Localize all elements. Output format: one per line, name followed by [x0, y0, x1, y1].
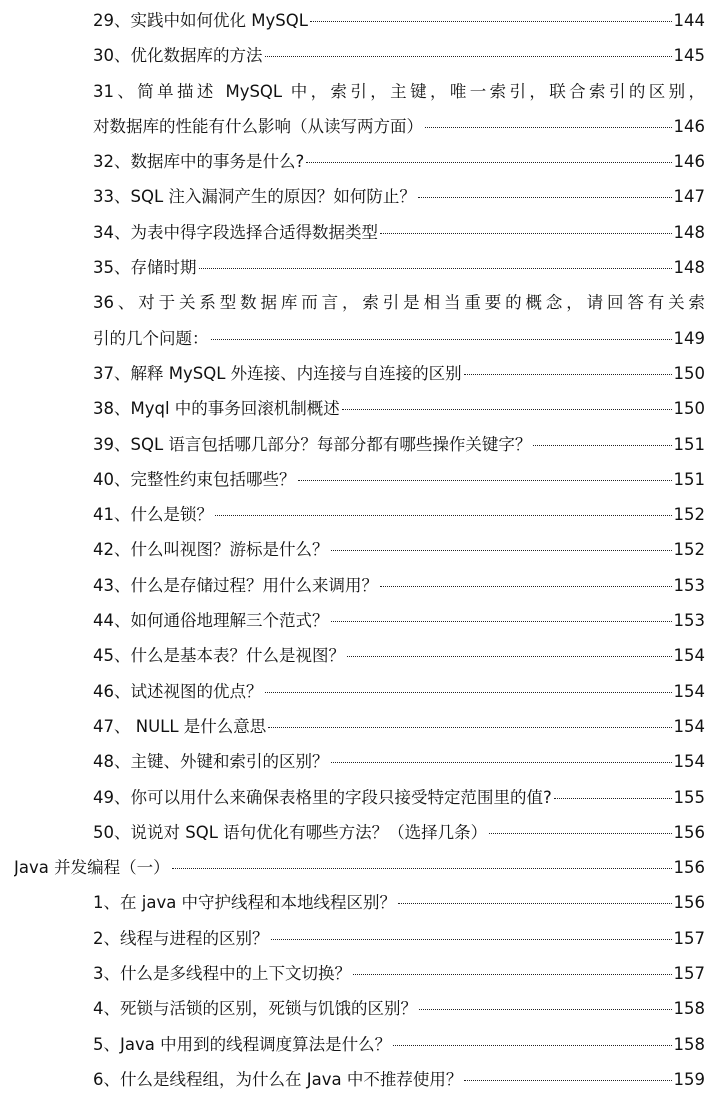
toc-page-number: 158	[673, 1034, 705, 1054]
toc-entry-title: 40、完整性约束包括哪些？	[93, 469, 296, 489]
toc-page-number: 154	[673, 752, 705, 772]
dot-leader	[418, 197, 672, 198]
toc-page-number: 156	[673, 893, 705, 913]
dot-leader	[298, 480, 672, 481]
toc-page-number: 153	[673, 575, 705, 595]
toc-page-number: 151	[673, 469, 705, 489]
toc-page-number: 157	[673, 964, 705, 984]
toc-entry-37[interactable]	[0, 356, 719, 391]
toc-page-number: 146	[673, 116, 705, 136]
toc-page-number: 149	[673, 328, 705, 348]
table-of-contents	[0, 3, 719, 1097]
toc-entry-36[interactable]	[0, 321, 719, 356]
dot-leader	[306, 162, 671, 163]
toc-section-entry-2[interactable]	[0, 921, 719, 956]
toc-entry-title: 35、存储时期	[93, 258, 197, 278]
toc-entry-31[interactable]	[0, 109, 719, 144]
toc-page-number: 145	[673, 46, 705, 66]
toc-page-number: 159	[673, 1069, 705, 1089]
toc-entry-title: 30、优化数据库的方法	[93, 46, 263, 66]
toc-entry-title: 48、主键、外键和索引的区别？	[93, 752, 329, 772]
dot-leader	[265, 692, 672, 693]
toc-entry-title: 44、如何通俗地理解三个范式？	[93, 611, 329, 631]
toc-entry-44[interactable]	[0, 603, 719, 638]
toc-page-number: 152	[673, 540, 705, 560]
toc-entry-title: 引的几个问题：	[93, 328, 209, 348]
dot-leader	[398, 903, 671, 904]
toc-page-number: 150	[673, 399, 705, 419]
toc-section-entry-5[interactable]	[0, 1027, 719, 1062]
toc-entry-title-line1: 31、简单描述 MySQL 中，索引，主键，唯一索引，联合索引的区别，	[93, 81, 705, 101]
dot-leader	[271, 939, 672, 940]
toc-page-number: 147	[673, 187, 705, 207]
toc-entry-title: 32、数据库中的事务是什么?	[93, 152, 305, 172]
toc-section-title: Java 并发编程（一）	[14, 858, 170, 878]
toc-section-entry-3[interactable]	[0, 956, 719, 991]
toc-page-number: 148	[673, 222, 705, 242]
toc-entry-36-line1[interactable]	[0, 285, 719, 320]
dot-leader	[215, 515, 672, 516]
toc-entry-title: 39、SQL 语言包括哪几部分？每部分都有哪些操作关键字？	[93, 434, 532, 454]
toc-page-number: 158	[673, 999, 705, 1019]
toc-page-number: 152	[673, 505, 705, 525]
toc-page-number: 146	[673, 152, 705, 172]
dot-leader	[211, 339, 672, 340]
dot-leader	[380, 586, 672, 587]
toc-entry-30[interactable]	[0, 38, 719, 73]
toc-entry-48[interactable]	[0, 744, 719, 779]
toc-page-number: 150	[673, 363, 705, 383]
dot-leader	[353, 974, 672, 975]
dot-leader	[268, 727, 671, 728]
toc-page-number: 144	[673, 11, 705, 30]
toc-entry-38[interactable]	[0, 391, 719, 426]
toc-section-java-concurrency[interactable]	[0, 850, 719, 885]
toc-entry-title: 6、什么是线程组，为什么在 Java 中不推荐使用？	[93, 1069, 463, 1089]
dot-leader	[331, 762, 672, 763]
dot-leader	[310, 21, 672, 22]
dot-leader	[331, 621, 672, 622]
toc-entry-41[interactable]	[0, 497, 719, 532]
toc-page-number: 154	[673, 681, 705, 701]
toc-page-number: 154	[673, 646, 705, 666]
dot-leader	[464, 374, 672, 375]
toc-entry-title: 5、Java 中用到的线程调度算法是什么？	[93, 1034, 392, 1054]
toc-entry-title: 对数据库的性能有什么影响（从读写两方面）	[93, 116, 423, 136]
toc-entry-title: 34、为表中得字段选择合适得数据类型	[93, 222, 378, 242]
toc-page-number: 156	[673, 822, 705, 842]
toc-entry-title: 45、什么是基本表？什么是视图？	[93, 646, 345, 666]
toc-entry-title: 38、Myql 中的事务回滚机制概述	[93, 399, 340, 419]
toc-entry-title: 2、线程与进程的区别？	[93, 928, 269, 948]
toc-entry-39[interactable]	[0, 427, 719, 462]
toc-page-number: 154	[673, 716, 705, 736]
toc-entry-32[interactable]	[0, 144, 719, 179]
toc-page-number: 157	[673, 928, 705, 948]
toc-page-number: 153	[673, 611, 705, 631]
toc-entry-45[interactable]	[0, 638, 719, 673]
dot-leader	[489, 833, 671, 834]
toc-entry-42[interactable]	[0, 532, 719, 567]
toc-page-number: 156	[673, 858, 705, 878]
dot-leader	[554, 798, 672, 799]
dot-leader	[419, 1009, 672, 1010]
toc-entry-title: 29、实践中如何优化 MySQL	[93, 11, 308, 30]
toc-entry-35[interactable]	[0, 250, 719, 285]
dot-leader	[342, 409, 672, 410]
toc-entry-title: 41、什么是锁？	[93, 505, 213, 525]
dot-leader	[265, 56, 672, 57]
toc-entry-40[interactable]	[0, 462, 719, 497]
toc-entry-title: 43、什么是存储过程？用什么来调用？	[93, 575, 378, 595]
toc-entry-title: 37、解释 MySQL 外连接、内连接与自连接的区别	[93, 363, 462, 383]
dot-leader	[347, 656, 672, 657]
toc-entry-title: 50、说说对 SQL 语句优化有哪些方法？（选择几条）	[93, 822, 488, 842]
dot-leader	[464, 1080, 671, 1081]
toc-page-number: 151	[673, 434, 705, 454]
dot-leader	[199, 268, 672, 269]
toc-entry-title-line1: 36、对于关系型数据库而言，索引是相当重要的概念，请回答有关索	[93, 293, 705, 313]
toc-entry-47[interactable]	[0, 709, 719, 744]
dot-leader	[380, 233, 672, 234]
dot-leader	[533, 445, 671, 446]
toc-entry-title: 3、什么是多线程中的上下文切换？	[93, 964, 351, 984]
dot-leader	[331, 550, 672, 551]
toc-page-number: 148	[673, 258, 705, 278]
toc-section-entry-6[interactable]	[0, 1062, 719, 1097]
toc-entry-29[interactable]	[0, 3, 719, 38]
toc-entry-43[interactable]	[0, 568, 719, 603]
dot-leader	[425, 127, 672, 128]
toc-entry-33[interactable]	[0, 179, 719, 214]
toc-section-entry-4[interactable]	[0, 991, 719, 1026]
toc-entry-title: 46、试述视图的优点？	[93, 681, 263, 701]
toc-entry-title: 33、SQL 注入漏洞产生的原因？如何防止？	[93, 187, 416, 207]
dot-leader	[172, 868, 672, 869]
toc-entry-title: 1、在 java 中守护线程和本地线程区别？	[93, 893, 397, 913]
dot-leader	[393, 1045, 671, 1046]
toc-entry-title: 4、死锁与活锁的区别，死锁与饥饿的区别？	[93, 999, 417, 1019]
toc-section-entry-1[interactable]	[0, 885, 719, 920]
toc-entry-title: 47、 NULL 是什么意思	[93, 716, 267, 736]
toc-entry-title: 42、什么叫视图？游标是什么？	[93, 540, 329, 560]
toc-page-number: 155	[673, 787, 705, 807]
toc-entry-50[interactable]	[0, 815, 719, 850]
toc-entry-title: 49、你可以用什么来确保表格里的字段只接受特定范围里的值?	[93, 787, 552, 807]
toc-entry-31-line1[interactable]	[0, 74, 719, 109]
toc-entry-49[interactable]	[0, 780, 719, 815]
toc-entry-34[interactable]	[0, 215, 719, 250]
toc-entry-46[interactable]	[0, 674, 719, 709]
